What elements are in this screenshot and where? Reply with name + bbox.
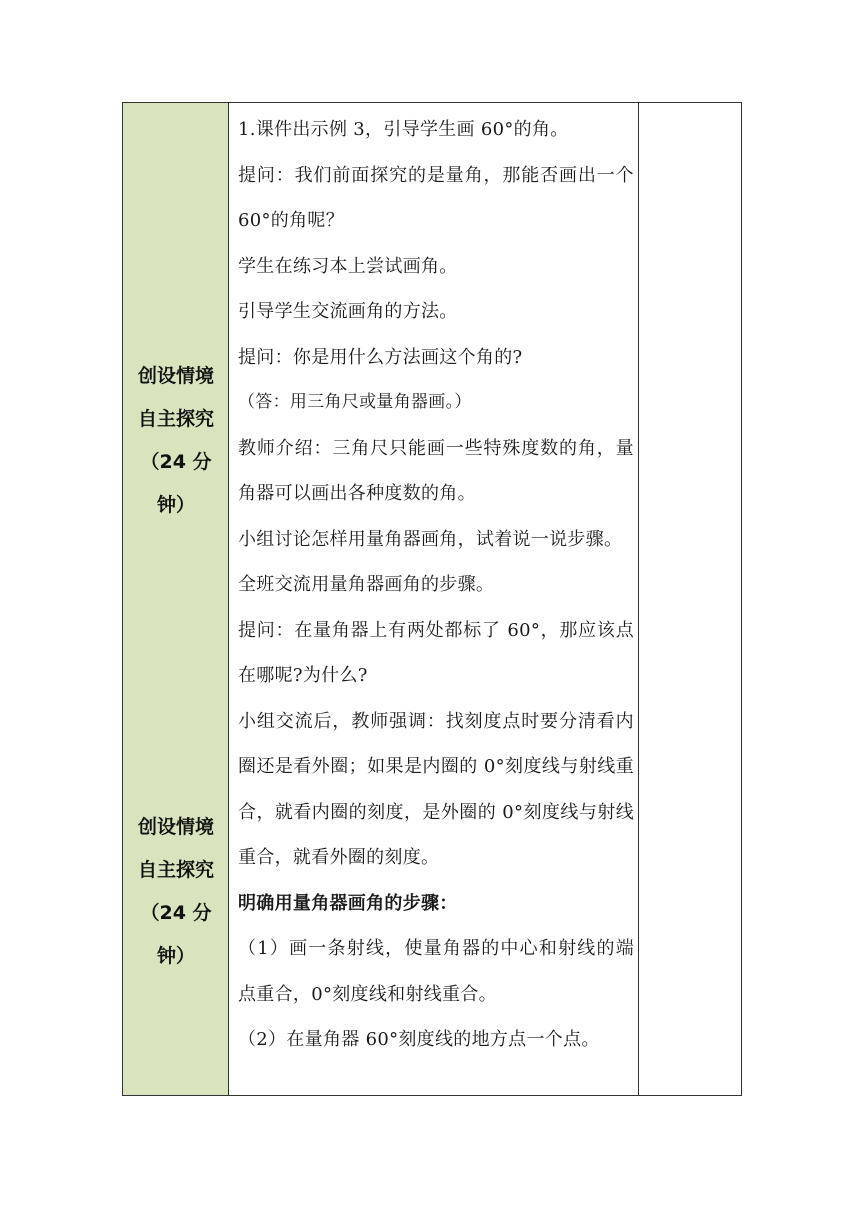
step-item: （1）画一条射线，使量角器的中心和射线的端点重合，0°刻度线和射线重合。 <box>238 938 634 1005</box>
stage-label-line: 自主探究 <box>137 408 214 430</box>
activity-content <box>238 107 634 1063</box>
stage-label-line: 创设情境 <box>137 816 214 838</box>
paragraph: 全班交流用量角器画角的步骤。 <box>238 574 495 595</box>
stage-label-line: 自主探究 <box>137 859 214 881</box>
stage-label-line: （24 分 <box>140 451 212 473</box>
paragraph: 提问：我们前面探究的是量角，那能否画出一个 60°的角呢？ <box>238 164 634 231</box>
stage-label-1 <box>123 355 229 527</box>
lesson-table <box>122 102 742 1096</box>
step-item: （2）在量角器 60°刻度线的地方点一个点。 <box>238 1029 600 1050</box>
stage-label-line: 钟） <box>156 945 195 967</box>
answer-paragraph: （答：用三角尺或量角器画。） <box>238 392 472 412</box>
paragraph: 提问：在量角器上有两处都标了 60°，那应该点在哪呢?为什么? <box>238 619 634 686</box>
paragraph: 小组讨论怎样用量角器画角，试着说一说步骤。 <box>238 528 623 550</box>
steps-heading: 明确用量角器画角的步骤： <box>238 892 458 914</box>
stage-label-line: 钟） <box>156 494 195 516</box>
paragraph: 小组交流后，教师强调：找刻度点时要分清看内圈还是看外圈；如果是内圈的 0°刻度线与射线重合，就看内圈的刻度，是外圈的 0°刻度线与射线重合，就看外圈的刻度。 <box>238 710 634 868</box>
activity-column <box>229 103 639 1095</box>
stage-label-2 <box>123 806 229 978</box>
paragraph: 提问：你是用什么方法画这个角的? <box>238 346 523 368</box>
paragraph: 引导学生交流画角的方法。 <box>238 301 458 322</box>
stage-label-line: （24 分 <box>140 902 212 924</box>
stage-label-line: 创设情境 <box>137 365 214 387</box>
paragraph: 学生在练习本上尝试画角。 <box>238 255 458 277</box>
paragraph: 教师介绍：三角尺只能画一些特殊度数的角，量角器可以画出各种度数的角。 <box>238 437 634 504</box>
paragraph: 1.课件出示例 3，引导学生画 60°的角。 <box>238 119 569 140</box>
stage-column <box>123 103 229 1095</box>
notes-column <box>639 103 741 1095</box>
